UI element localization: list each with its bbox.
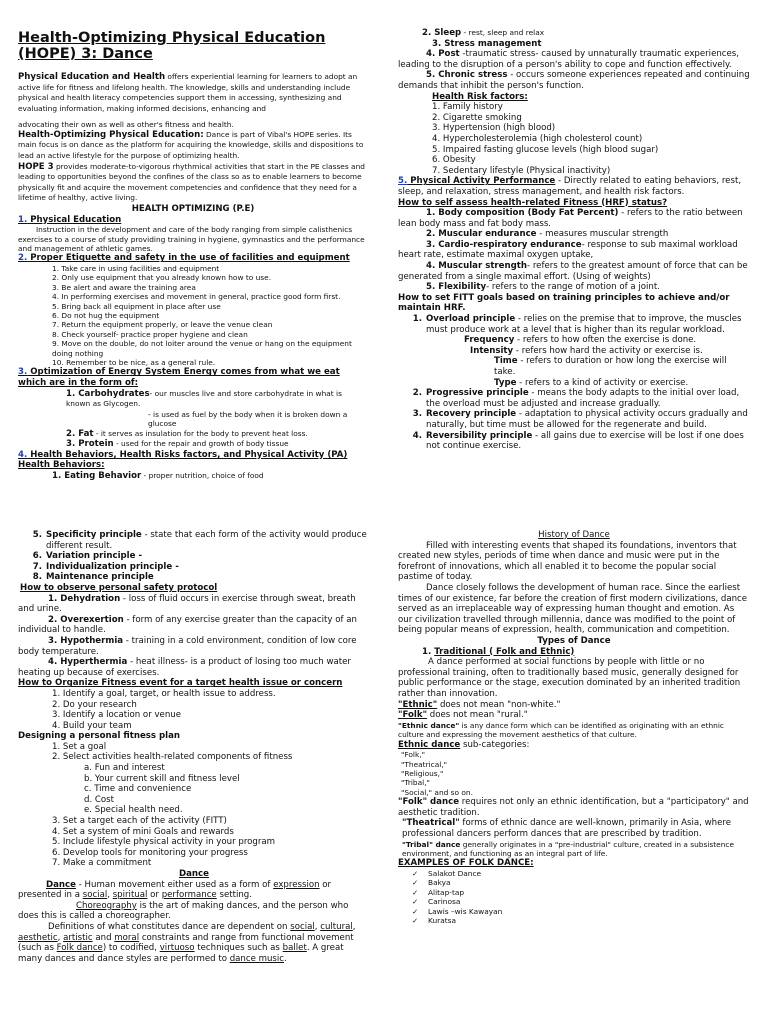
overexertion-text: - form of any exercise greater than the capacity of an individual to handle. xyxy=(18,614,357,636)
hypothermia-label: 3. Hypothermia xyxy=(48,635,124,646)
expression-link[interactable]: expression xyxy=(273,879,320,890)
overload-principle: 1. Overload principle - relies on the premise that to improve, the muscles must produce work at a level that is higher than its regular workload. xyxy=(412,314,742,335)
list-item: "Religious," xyxy=(401,768,444,778)
tribal-word: "Tribal" dance xyxy=(402,839,461,849)
list-item: 9. Move on the double, do not loiter around the venue or hang on the equipment doing nothing xyxy=(52,339,352,358)
plan-list xyxy=(18,742,370,763)
flexibility-text: - refers to the range of motion of a joint. xyxy=(486,282,660,293)
section-5-number: 5. xyxy=(398,176,408,187)
body-composition-text: - refers to the ratio between lean body mass and fat body mass. xyxy=(398,208,743,229)
individualization-principle: Individualization principle - xyxy=(46,561,179,572)
social-link[interactable]: social xyxy=(82,890,108,901)
list-item: b. Your current skill and fitness level xyxy=(84,773,240,784)
section-1-number: 1. xyxy=(18,214,28,225)
list-item: 1. Identify a goal, target, or health issue to address. xyxy=(52,688,276,699)
left-bottom-column: 5. Specificity principle - state that each form of the activity would produce different result. 6. Variation principle - 7. Individualization principle - 8. Maintenance principle How to observe personal safety protocol 1. Dehydration - loss of fluid occurs in exercise through sweat, breath and urine. 2. Overexertion - form of any exercise greater than the capacity of an individual to handle. 3. Hypothermia - training in a cold environment, condition of low core body temperature. 4. Hyperthermia - heat illness- is a product of losing too much water heating up because of exercises. How to Organize Fitness event for a target health issue or concern 1. Identify a goal, target, or health issue to address. 2. Do your research 3. Identify a location or venue 4. Build your team Designing a personal fitness plan 1. Set a goal 2. Select activities health-related components of fitness a. Fun and interest b. Your current skill and fitness level c. Time and convenience d. Cost e. Special health need. 3. Set a target each of the activity (FITT) 4. Set a system of mini Goals and rewards 5. Include lifestyle physical activity in your program 6. Develop tools for monitoring your progress 7. Make a commitment Dance Dance - Human movement either used as a form of expression or presented in a social, spiritual or performance setting. Choreography is the art of making dances, and the person who does this is called a choreographer. Definitions of what constitutes dance are dependent on social, cultural, aesthetic, artistic and moral constraints and range from functional movement (such as Folk dance) to codified, virtuoso techniques such as ballet. A great many dances and dance styles are performed to dance music. xyxy=(18,530,370,964)
hrf-heading: How to self assess health-related Fitness (HRF) status? xyxy=(398,197,668,208)
ethnic-text: does not mean "non-white." xyxy=(437,699,561,710)
list-item xyxy=(398,878,750,887)
punctuation: , xyxy=(107,890,113,901)
protein-text: - used for the repair and growth of body tissue xyxy=(113,439,289,449)
health-optimizing-heading: HEALTH OPTIMIZING (P.E) xyxy=(131,203,255,214)
cardio-text: - response to sub maximal workload heart rate, estimate maximal oxygen uptake, xyxy=(398,239,738,261)
stress-management-label: 3. Stress management xyxy=(432,38,542,49)
carbohydrates-text-cont: - is used as fuel by the body when it is broken down a glucose xyxy=(148,409,348,429)
list-item: 7. Return the equipment properly, or leave the venue clean xyxy=(52,320,273,330)
dance-def-text: or xyxy=(147,890,162,901)
section-1-title: Physical Education xyxy=(27,214,122,225)
list-item: "Folk," xyxy=(401,750,425,760)
definitions-text: techniques such as xyxy=(194,943,283,954)
folk-dance-word: "Folk" dance xyxy=(398,797,460,808)
definitions-text: and xyxy=(92,932,115,943)
theatrical-word: "Theatrical" xyxy=(402,818,460,829)
plan-list-cont xyxy=(18,816,370,869)
example-name: Kuratsa xyxy=(428,915,457,925)
check-icon: ✓ xyxy=(412,887,419,897)
example-name: Salakot Dance xyxy=(428,868,482,878)
section-3-number: 3. xyxy=(18,367,28,378)
list-item: d. Cost xyxy=(84,794,115,805)
specificity-principle: 5. Specificity principle - state that each form of the activity would produce different result. xyxy=(32,530,367,551)
list-item xyxy=(398,888,750,897)
eating-behavior-label: 1. Eating Behavior xyxy=(52,470,142,481)
hyperthermia-label: 4. Hyperthermia xyxy=(48,657,128,668)
folk-text: does not mean "rural." xyxy=(427,710,528,721)
check-icon: ✓ xyxy=(412,897,419,907)
dance-music-link[interactable]: dance music xyxy=(229,953,285,964)
post-label: 4. Post xyxy=(426,49,460,60)
folk-dance-link[interactable]: Folk dance xyxy=(56,943,103,954)
overload-label: Overload principle xyxy=(426,314,516,325)
cultural-link[interactable]: cultural xyxy=(320,921,353,932)
hope-text: Dance is part of Vibal's HOPE series. Its main focus is on dance as the platform for acquiring the knowledge, skills and dispositions to lead an active lifestyle for the purpose of optimizing health. xyxy=(18,129,364,160)
list-item: 5. Include lifestyle physical activity in your program xyxy=(52,837,276,848)
list-item: 5. Bring back all equipment in place after use xyxy=(52,301,221,311)
list-item: 1. Family history xyxy=(432,102,503,113)
recovery-label: Recovery principle xyxy=(426,409,517,420)
chronic-stress-label: 5. Chronic stress xyxy=(426,70,508,81)
dance-def-text: - Human movement either used as a form of xyxy=(75,879,274,890)
left-top-column xyxy=(18,30,368,482)
right-top-column xyxy=(398,28,750,452)
traditional-title: Traditional ( Folk and Ethnic) xyxy=(434,646,575,657)
dehydration-text: - loss of fluid occurs in exercise through sweat, breath and urine. xyxy=(18,593,356,615)
list-item: 3. Set a target each of the activity (FITT) xyxy=(52,816,227,827)
dance-def-text: or presented in a xyxy=(18,879,332,901)
progressive-label: Progressive principle xyxy=(426,388,529,399)
list-item: 4. Build your team xyxy=(52,720,132,731)
carbohydrates-label: 1. Carbohydrates xyxy=(66,388,150,399)
example-name: Bakya xyxy=(428,878,451,888)
list-item: e. Special health need. xyxy=(84,805,183,816)
variation-principle: Variation principle - xyxy=(46,551,143,562)
ethnic-dance-sub-word: Ethnic dance xyxy=(398,739,461,750)
organize-list xyxy=(18,689,370,731)
section-4-number: 4. xyxy=(18,449,28,460)
frequency-label: Frequency xyxy=(464,335,515,346)
body-composition-label: 1. Body composition (Body Fat Percent) xyxy=(426,208,619,219)
fat-label: 2. Fat xyxy=(66,428,94,439)
time-label: Time xyxy=(494,356,518,367)
etiquette-list xyxy=(18,264,368,367)
ethnic-word: "Ethnic" xyxy=(398,699,438,710)
list-item: 4. In performing exercises and movement in general, practice good form first. xyxy=(52,292,341,302)
reversibility-label: Reversibility principle xyxy=(426,430,533,441)
list-item: 6. Do not hug the equipment xyxy=(52,310,160,320)
list-item: 2. Cigarette smoking xyxy=(432,112,522,123)
aesthetic-link[interactable]: aesthetic xyxy=(18,932,58,943)
list-item: 8. Check yourself- practice proper hygiene and clean xyxy=(52,329,248,339)
choreography-link[interactable]: Choreography xyxy=(76,900,137,911)
list-item: 7. Sedentary lifestyle (Physical inactivity) xyxy=(432,165,611,176)
muscular-endurance-label: 2. Muscular endurance xyxy=(426,229,537,240)
sleep-label: 2. Sleep xyxy=(422,28,462,38)
intensity-label: Intensity xyxy=(470,345,514,356)
list-item: 6. Develop tools for monitoring your progress xyxy=(52,847,248,858)
list-item: 3. Be alert and aware the training area xyxy=(52,282,196,292)
traditional-number: 1. xyxy=(422,646,432,657)
chronic-stress-text: - occurs someone experiences repeated and continuing demands that inhibit the person's function. xyxy=(398,70,750,91)
ballet-link[interactable]: ballet xyxy=(282,943,307,954)
section-2-number: 2. xyxy=(18,253,28,264)
overexertion-label: 2. Overexertion xyxy=(48,614,124,625)
punctuation: , xyxy=(352,921,356,932)
specificity-text: - state that each form of the activity would produce different result. xyxy=(46,530,367,551)
protein-label: 3. Protein xyxy=(66,439,114,450)
section-3-title: Optimization of Energy System Energy comes from what we eat which are in the form of: xyxy=(18,367,340,388)
organize-heading: How to Organize Fitness event for a target health issue or concern xyxy=(18,678,343,689)
definitions-text: constraints and range from functional movement (such as xyxy=(18,932,354,954)
plan-heading: Designing a personal fitness plan xyxy=(18,731,181,742)
list-item xyxy=(398,916,750,925)
section-4-title: Health Behaviors, Health Risks factors, and Physical Activity (PA) xyxy=(27,449,348,460)
performance-link[interactable]: performance xyxy=(161,890,217,901)
ethnic-dance-word: "Ethnic dance" xyxy=(398,720,460,730)
pe-health-text: offers experiential learning for learners to adopt an active life for fitness and lifelong health. The knowledge, skills and understanding include physical and health literacy competencies support them in accessing, synthesizing and evaluating information, making informed decisions, enhancing and xyxy=(18,72,358,113)
pe-health-text-cont: advocating their own as well as other's fitness and health. xyxy=(18,120,234,130)
history-paragraph-2: Dance closely follows the development of human race. Since the earliest times of our existence, far before the creation of first modern civilizations, dance served as an irreplaceable way of expressing human thought and emotion. As our civilization travelled through millennia, dance was modified to the point of being popular means of expression, health, communication and competition. xyxy=(398,582,748,636)
example-name: Carinosa xyxy=(428,897,461,907)
muscular-endurance-text: - measures muscular strength xyxy=(536,229,669,240)
examples-list xyxy=(398,869,750,925)
post-text: -traumatic stress- caused by unnaturally traumatic experiences, leading to the disruption of a person's ability to cope and function effectively. xyxy=(398,49,740,70)
virtuoso-link[interactable]: virtuoso xyxy=(159,943,195,954)
list-item: 2. Do your research xyxy=(52,699,137,710)
reversibility-text: - all gains due to exercise will be lost if one does not continue exercise. xyxy=(426,430,744,452)
dance-def-text: setting. xyxy=(216,890,252,901)
muscular-strength-label: 4. Muscular strength xyxy=(426,261,527,272)
progressive-principle: 2. Progressive principle - means the body adapts to the initial over load, the overload must be adjusted and increase gradually. xyxy=(412,388,740,409)
list-item: 4. Hypercholesterolemia (high cholesterol count) xyxy=(432,133,643,144)
list-item xyxy=(398,897,750,906)
check-icon: ✓ xyxy=(412,878,419,888)
section-5-text: - Directly related to eating behaviors, rest, sleep, and relaxation, stress management, and health risk factors. xyxy=(398,176,742,197)
frequency-text: - refers to how often the exercise is done. xyxy=(514,335,697,346)
cardio-label: 3. Cardio-respiratory endurance xyxy=(426,239,582,250)
folk-word: "Folk" xyxy=(398,710,428,721)
ethnic-dance-sub-text: sub-categories: xyxy=(460,739,530,750)
hyperthermia-text: - heat illness- is a product of losing too much water heating up because of exercises. xyxy=(18,657,351,678)
progressive-text: - means the body adapts to the initial over load, the overload must be adjusted and increase gradually. xyxy=(426,388,740,409)
fat-text: - it serves as insulation for the body to prevent heat loss. xyxy=(93,428,308,438)
dehydration-label: 1. Dehydration xyxy=(48,593,121,604)
history-paragraph-1: Filled with interesting events that shaped its foundations, inventors that created new styles, periods of time when dance and music were put in the forefront of innovations, which all enabled it to become the popular social pastime of today. xyxy=(398,540,737,583)
example-name: Lawis –wis Kawayan xyxy=(428,906,503,916)
type-text: - refers to a kind of activity or exercise. xyxy=(516,377,689,388)
example-name: Alitap-tap xyxy=(428,887,465,897)
list-item: c. Time and convenience xyxy=(84,784,192,795)
list-item: 10. Remember to be nice, as a general rule. xyxy=(52,358,216,367)
list-item: 1. Set a goal xyxy=(52,741,107,752)
specificity-label: Specificity principle xyxy=(46,530,142,540)
folk-dance-text: requires not only an ethnic identification, but a "participatory" and aesthetic tradition. xyxy=(398,797,749,818)
type-label: Type xyxy=(494,377,517,388)
list-item: 7. Make a commitment xyxy=(52,858,152,869)
list-item: a. Fun and interest xyxy=(84,763,165,774)
list-item: 2. Select activities health-related components of fitness xyxy=(52,752,293,763)
list-item: "Social," and so on. xyxy=(401,787,473,797)
safety-heading: How to observe personal safety protocol xyxy=(20,582,218,593)
muscular-strength-text: - refers to the greatest amount of force that can be generated from a single maximal effort. (Using of weights) xyxy=(398,261,748,282)
list-item xyxy=(398,869,750,878)
time-text: - refers to duration or how long the exercise will take. xyxy=(494,356,727,377)
section-2-title: Proper Etiquette and safety in the use of facilities and equipment xyxy=(27,253,350,264)
risk-list xyxy=(398,102,750,176)
list-item: "Theatrical," xyxy=(401,759,448,769)
carbohydrates-text: - our muscles live and store carbohydrate in what is known as Glycogen. xyxy=(66,388,342,409)
types-heading: Types of Dance xyxy=(537,635,611,646)
traditional-text: A dance performed at social functions by people with little or no professional training, often to traditionally based music, generally designed for public performance or the stage, execution dominated by an inherited tradition rather than innovation. xyxy=(398,657,741,699)
flexibility-label: 5. Flexibility xyxy=(426,282,487,293)
reversibility-principle: 4. Reversibility principle - all gains due to exercise will be lost if one does not continue exercise. xyxy=(412,430,744,452)
fitt-heading: How to set FITT goals based on training principles to achieve and/or maintain HRF. xyxy=(398,292,730,314)
dance-heading: Dance xyxy=(179,869,209,879)
moral-link[interactable]: moral xyxy=(114,932,140,943)
overload-text: - relies on the premise that to improve, the muscles must produce work at a level that is higher than its regular workload. xyxy=(426,314,742,335)
artistic-link[interactable]: artistic xyxy=(63,932,93,943)
hypothermia-text: - training in a cold environment, condition of low core body temperature. xyxy=(18,635,357,657)
spiritual-link[interactable]: spiritual xyxy=(112,890,148,901)
tribal-text: generally originates in a "pre-industrial" culture, created in a subsistence environment, and functioning as an integral part of life. xyxy=(402,839,734,858)
theatrical-text: forms of ethnic dance are well-known, primarily in Asia, where professional dancers perform dances that are prescribed by tradition. xyxy=(402,818,732,839)
pe-health-label: Physical Education and Health xyxy=(18,72,166,82)
hope3-label: HOPE 3 xyxy=(18,161,54,172)
check-icon: ✓ xyxy=(412,915,419,925)
history-heading: History of Dance xyxy=(538,530,610,540)
dance-word: Dance xyxy=(46,879,76,890)
ethnic-dance-text: is any dance form which can be identified as originating with an ethnic culture and expressing the movement aesthetics of that culture. xyxy=(398,720,724,740)
health-behaviors-heading: Health Behaviors: xyxy=(18,460,105,471)
definitions-text: . A great many dances and dance styles are performed to xyxy=(18,943,344,964)
recovery-principle: 3. Recovery principle - adaptation to physical activity occurs gradually and naturally, but time must be allowed for the regenerate and build. xyxy=(412,409,748,430)
choreography-text: is the art of making dances, and the person who does this is called a choreographer. xyxy=(18,900,349,922)
list-item: 1. Take care in using facilities and equipment xyxy=(52,263,220,273)
list-item: "Tribal," xyxy=(401,778,430,788)
eating-behavior-text: - proper nutrition, choice of food xyxy=(141,470,264,480)
list-item: 6. Obesity xyxy=(432,155,476,166)
punctuation: . xyxy=(284,953,287,964)
list-item: 3. Identify a location or venue xyxy=(52,710,182,721)
definitions-text: Definitions of what constitutes dance are dependent on xyxy=(48,921,291,932)
list-item: 5. Impaired fasting glucose levels (high blood sugar) xyxy=(432,144,659,155)
plan-sub-list xyxy=(18,763,370,816)
punctuation: , xyxy=(57,932,64,943)
right-bottom-column xyxy=(398,530,750,925)
check-icon: ✓ xyxy=(412,868,419,878)
examples-heading: EXAMPLES OF FOLK DANCE: xyxy=(398,858,534,869)
social-link[interactable]: social xyxy=(290,921,315,932)
hope-label: Health-Optimizing Physical Education: xyxy=(18,129,204,140)
definitions-text: ) to codified, xyxy=(102,943,160,954)
list-item xyxy=(398,907,750,916)
list-item: 4. Set a system of mini Goals and rewards xyxy=(52,826,234,837)
sleep-text: - rest, sleep and relax xyxy=(461,28,545,37)
list-item: 2. Only use equipment that you already known how to use. xyxy=(52,273,272,283)
list-item: 3. Hypertension (high blood) xyxy=(432,123,556,134)
health-risk-heading: Health Risk factors: xyxy=(432,91,528,102)
document-title: Health-Optimizing Physical Education (HOPE) 3: Dance xyxy=(18,30,326,62)
check-icon: ✓ xyxy=(412,906,419,916)
intensity-text: - refers how hard the activity or exercise is. xyxy=(513,345,703,356)
punctuation: , xyxy=(314,921,321,932)
section-1-text: Instruction in the development and care of the body ranging from simple calisthenics exercises to a course of study providing training in hygiene, gymnastics and the performance and management of athletic games. xyxy=(18,225,365,253)
maintenance-principle: Maintenance principle xyxy=(46,572,154,583)
recovery-text: - adaptation to physical activity occurs gradually and naturally, but time must be allowed for the regenerate and build. xyxy=(426,409,748,430)
section-5-title: Physical Activity Performance xyxy=(407,176,556,187)
subcategory-list xyxy=(398,750,750,797)
hope3-text: provides moderate-to-vigorous rhythmical activities that start in the PE classes and leading to opportunities beyond the confines of the class so as to enable learners to become physically fit and acquire the movement competencies and confidence that they need for a lifetime of healthy, active living. xyxy=(18,161,365,203)
